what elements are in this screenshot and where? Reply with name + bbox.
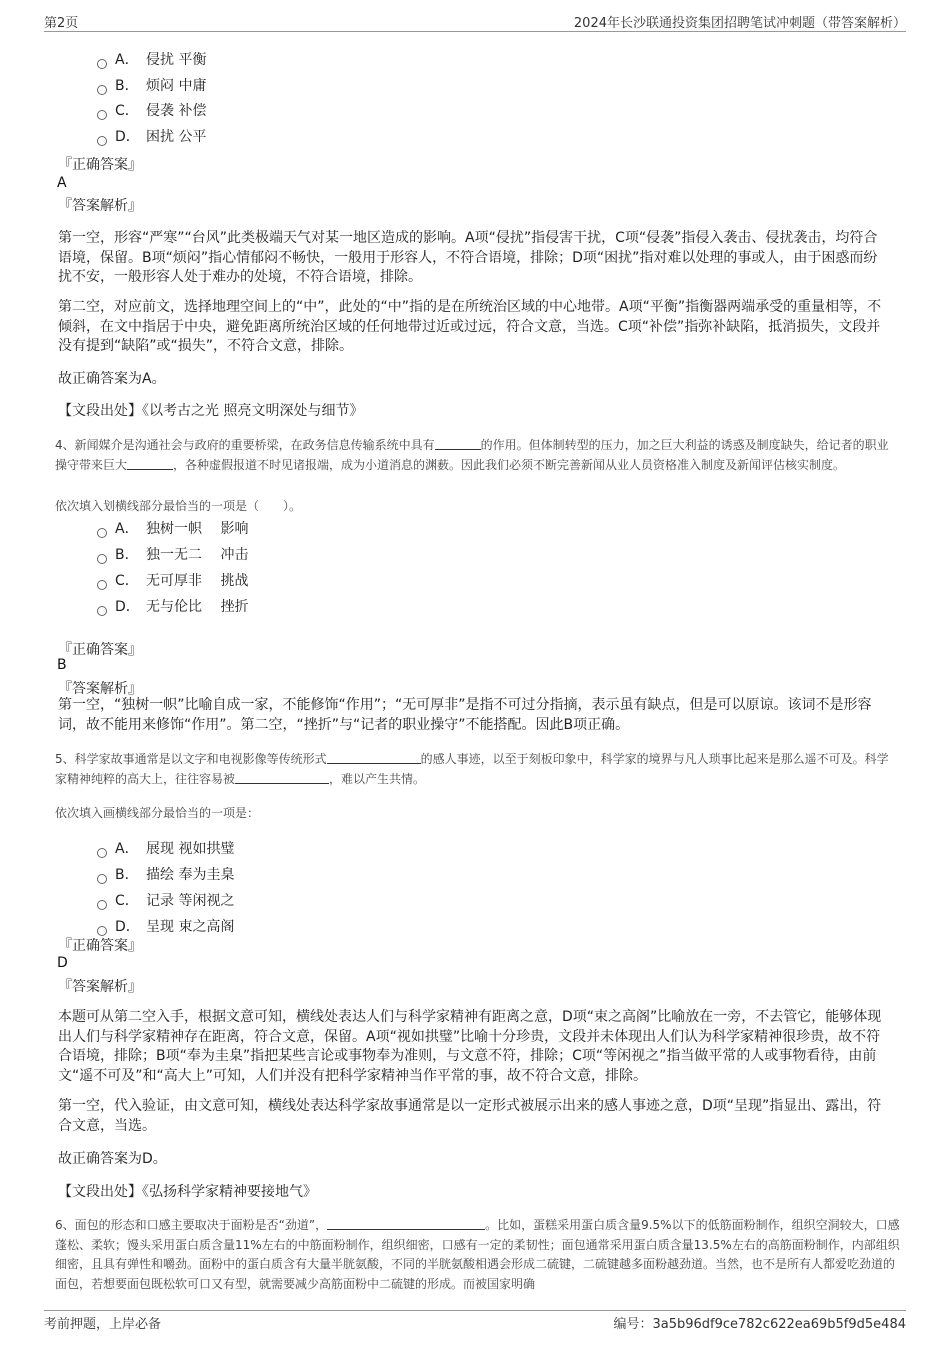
fill-blank <box>435 437 481 450</box>
correct-answer: B <box>57 657 67 673</box>
radio-icon[interactable] <box>97 606 107 616</box>
q3-option-c[interactable]: C． 侵袭 补偿 <box>97 102 206 120</box>
q4-option-c[interactable]: C． 无可厚非 挑战 <box>97 572 248 590</box>
analysis-paragraph: 第一空，形容“严寒”“台风”此类极端天气对某一地区造成的影响。A项“侵扰”指侵害干扰，C项“侵袭”指侵入袭击、侵扰袭击，均符合语境，保留。B项“烦闷”指心情郁闷不畅快，一般用于形容人，不符合语境，排除；D项“困扰”指对难以处理的事或人，由于困惑而纷扰不安，一般形容人处于难办的处境，不符合语境，排除。 <box>58 230 878 285</box>
question-stem: 6、面包的形态和口感主要取决于面粉是否“劲道”， 。比如，蛋糕采用蛋白质含量9.5%以下的低筋面粉制作，组织空洞较大，口感蓬松、柔软；馒头采用蛋白质含量11%左右的中筋面粉制作，组织细密，口感有一定的柔韧性；面包通常采用蛋白质含量13.5%左右的高筋面粉制作，内部组织细密，且具有弹性和嚼劲。面粉中的蛋白质含有大量半胱氨酸，不同的半胱氨酸相遇会形成二硫键，二硫键越多面粉越劲道。当然，也不是所有人都爱吃劲道的面包，若想要面包既松软可口又有型，就需要减少高筋面粉中二硫键的形成。而被国家明确 <box>55 1218 900 1291</box>
analysis-label: 『答案解析』 <box>58 979 142 995</box>
analysis-paragraph: 本题可从第二空入手，根据文意可知，横线处表达人们与科学家精神有距离之意，D项“束之高阁”比喻放在一旁，不去管它，能够体现出人们与科学家精神存在距离，符合文意，保留。A项“视如拱璧”比喻十分珍贵，文段并未体现出人们认为科学家精神很珍贵，故不符合语境，排除；B项“奉为圭臬”指把某些言论或事物奉为准则，与文意不符，排除；C项“等闲视之”指当做平常的人或事物看待，由前文“遥不可及”和“高大上”可知，人们并没有把科学家精神当作平常的事，故不符合文意，排除。 <box>58 1009 882 1084</box>
fill-blank <box>327 1217 485 1230</box>
correct-answer: D <box>57 955 68 971</box>
radio-icon[interactable] <box>97 59 107 69</box>
radio-icon[interactable] <box>97 900 107 910</box>
q3-option-a[interactable]: A． 侵扰 平衡 <box>97 51 206 69</box>
analysis-paragraph: 第一空，代入验证，由文意可知，横线处表达科学家故事通常是以一定形式被展示出来的感人事迹之意，D项“呈现”指显出、露出，符合文意，当选。 <box>58 1098 882 1134</box>
q3-option-d[interactable]: D． 困扰 公平 <box>97 128 206 146</box>
q4-option-a[interactable]: A． 独树一帜 影响 <box>97 520 248 538</box>
analysis-label: 『答案解析』 <box>58 198 142 214</box>
correct-answer-label: 『正确答案』 <box>58 157 142 173</box>
page-number: 第2页 <box>44 16 79 31</box>
document-title: 2024年长沙联通投资集团招聘笔试冲刺题（带答案解析） <box>573 16 906 31</box>
radio-icon[interactable] <box>97 85 107 95</box>
question-stem: 4、新闻媒介是沟通社会与政府的重要桥梁，在政务信息传输系统中具有 的作用。但体制转型的压力，加之巨大利益的诱惑及制度缺失，给记者的职业操守带来巨大 ，各种虚假报道不时见诸报端，成为小道消息的渊薮。因此我们必须不断完善新闻从业人员资格准入制度及新闻评估核实制度。 <box>55 438 889 472</box>
q5-option-a[interactable]: A． 展现 视如拱璧 <box>97 840 234 858</box>
document-id: 编号：3a5b96df9ce782c622ea69b5f9d5e484 <box>613 1317 906 1332</box>
correct-answer: A <box>57 175 67 191</box>
radio-icon[interactable] <box>97 554 107 564</box>
radio-icon[interactable] <box>97 110 107 120</box>
q5-option-b[interactable]: B． 描绘 奉为圭臬 <box>97 866 234 884</box>
q5-option-d[interactable]: D． 呈现 束之高阁 <box>97 918 234 936</box>
q3-option-b[interactable]: B． 烦闷 中庸 <box>97 77 206 95</box>
q4-option-b[interactable]: B． 独一无二 冲击 <box>97 546 248 564</box>
fill-blank <box>127 457 173 470</box>
analysis-label: 『答案解析』 <box>58 681 142 697</box>
radio-icon[interactable] <box>97 136 107 146</box>
conclusion-text: 故正确答案为D。 <box>58 1151 167 1167</box>
header-divider <box>44 31 906 32</box>
q4-option-d[interactable]: D． 无与伦比 挫折 <box>97 598 248 616</box>
source-citation: 【文段出处】《以考古之光 照亮文明深处与细节》 <box>58 403 364 419</box>
radio-icon[interactable] <box>97 848 107 858</box>
radio-icon[interactable] <box>97 528 107 538</box>
footer-divider <box>44 1310 906 1311</box>
source-citation: 【文段出处】《弘扬科学家精神要接地气》 <box>58 1184 317 1200</box>
question-prompt: 依次填入划横线部分最恰当的一项是（ ）。 <box>55 499 302 513</box>
conclusion-text: 故正确答案为A。 <box>58 371 166 387</box>
radio-icon[interactable] <box>97 874 107 884</box>
radio-icon[interactable] <box>97 580 107 590</box>
correct-answer-label: 『正确答案』 <box>58 938 142 954</box>
analysis-paragraph: 第二空，对应前文，选择地理空间上的“中”，此处的“中”指的是在所统治区域的中心地带。A项“平衡”指衡器两端承受的重量相等，不倾斜，在文中指居于中央，避免距离所统治区域的任何地带过近或过远，符合文意，当选。C项“补偿”指弥补缺陷，抵消损失，文段并没有提到“缺陷”或“损失”，不符合文意，排除。 <box>58 299 882 354</box>
q5-option-c[interactable]: C． 记录 等闲视之 <box>97 892 234 910</box>
analysis-paragraph: 第一空，“独树一帜”比喻自成一家，不能修饰“作用”；“无可厚非”是指不可过分指摘，表示虽有缺点，但是可以原谅。该词不是形容词，故不能用来修饰“作用”。第二空，“挫折”与“记者的职业操守”不能搭配。因此B项正确。 <box>58 697 872 733</box>
question-stem: 5、科学家故事通常是以文字和电视影像等传统形式 的感人事迹，以至于刻板印象中，科学家的境界与凡人琐事比起来是那么遥不可及。科学家精神纯粹的高大上，往往容易被 ，难以产生共情。 <box>55 752 889 786</box>
fill-blank <box>235 771 329 784</box>
question-prompt: 依次填入画横线部分最恰当的一项是： <box>55 806 260 820</box>
correct-answer-label: 『正确答案』 <box>58 642 142 658</box>
fill-blank <box>327 751 421 764</box>
footer-slogan: 考前押题，上岸必备 <box>44 1317 162 1332</box>
